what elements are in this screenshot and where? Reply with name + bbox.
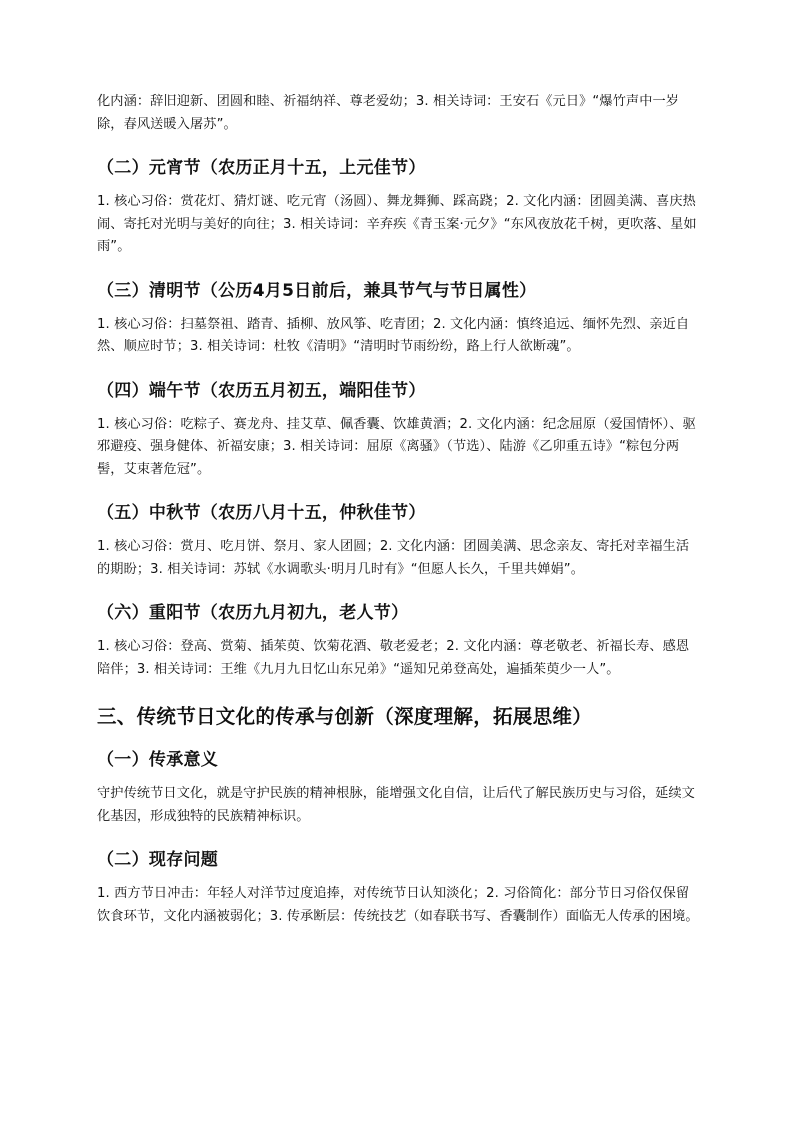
document-content	[97, 91, 701, 928]
mid-autumn-festival-heading: （五）中秋节（农历八月十五，仲秋佳节）	[97, 503, 426, 523]
qingming-festival-paragraph: 1. 核心习俗：扫墓祭祖、踏青、插柳、放风筝、吃青团；2. 文化内涵：慎终追远、缅怀先烈、亲近自然、顺应时节；3. 相关诗词：杜牧《清明》“清明时节雨纷纷，路上行人欲断魂”。	[97, 316, 690, 354]
inheritance-significance-paragraph: 守护传统节日文化，就是守护民族的精神根脉，能增强文化自信，让后代了解民族历史与习俗，延续文化基因，形成独特的民族精神标识。	[97, 786, 695, 824]
spring-festival-continued-paragraph: 化内涵：辞旧迎新、团圆和睦、祈福纳祥、尊老爱幼；3. 相关诗词：王安石《元日》“爆竹声中一岁除，春风送暖入屠苏”。	[97, 94, 680, 132]
double-ninth-festival-heading: （六）重阳节（农历九月初九，老人节）	[97, 603, 409, 623]
existing-problems-paragraph: 1. 西方节日冲击：年轻人对洋节过度追捧，对传统节日认知淡化；2. 习俗简化：部分节日习俗仅保留饮食环节，文化内涵被弱化；3. 传承断层：传统技艺（如春联书写、香囊制作）面临无人传承的困境。	[97, 886, 699, 924]
lantern-festival-heading: （二）元宵节（农历正月十五，上元佳节）	[97, 158, 426, 178]
dragon-boat-festival-paragraph: 1. 核心习俗：吃粽子、赛龙舟、挂艾草、佩香囊、饮雄黄酒；2. 文化内涵：纪念屈原（爱国情怀）、驱邪避疫、强身健体、祈福安康；3. 相关诗词：屈原《离骚》（节选）、陆游《乙卯重五诗》“粽包分两髻，艾束著危冠”。	[97, 416, 696, 477]
lantern-festival-paragraph: 1. 核心习俗：赏花灯、猜灯谜、吃元宵（汤圆）、舞龙舞狮、踩高跷；2. 文化内涵：团圆美满、喜庆热闹、寄托对光明与美好的向往；3. 相关诗词：辛弃疾《青玉案·元夕》“东风夜放花千树，更吹落、星如雨”。	[97, 194, 697, 254]
qingming-festival-heading: （三）清明节（公历4月5日前后，兼具节气与节日属性）	[97, 280, 537, 301]
inheritance-significance-heading: （一）传承意义	[97, 750, 219, 770]
section-3-heading: 三、传统节日文化的传承与创新（深度理解，拓展思维）	[97, 705, 593, 728]
dragon-boat-festival-heading: （四）端午节（农历五月初五，端阳佳节）	[97, 380, 426, 401]
mid-autumn-festival-paragraph: 1. 核心习俗：赏月、吃月饼、祭月、家人团圆；2. 文化内涵：团圆美满、思念亲友、寄托对幸福生活的期盼；3. 相关诗词：苏轼《水调歌头·明月几时有》“但愿人长久，千里共婵娟”。	[97, 539, 690, 577]
existing-problems-heading: （二）现存问题	[97, 850, 219, 870]
double-ninth-festival-paragraph: 1. 核心习俗：登高、赏菊、插茱萸、饮菊花酒、敬老爱老；2. 文化内涵：尊老敬老、祈福长寿、感恩陪伴；3. 相关诗词：王维《九月九日忆山东兄弟》“遥知兄弟登高处，遍插茱萸少一人”。	[97, 639, 690, 677]
